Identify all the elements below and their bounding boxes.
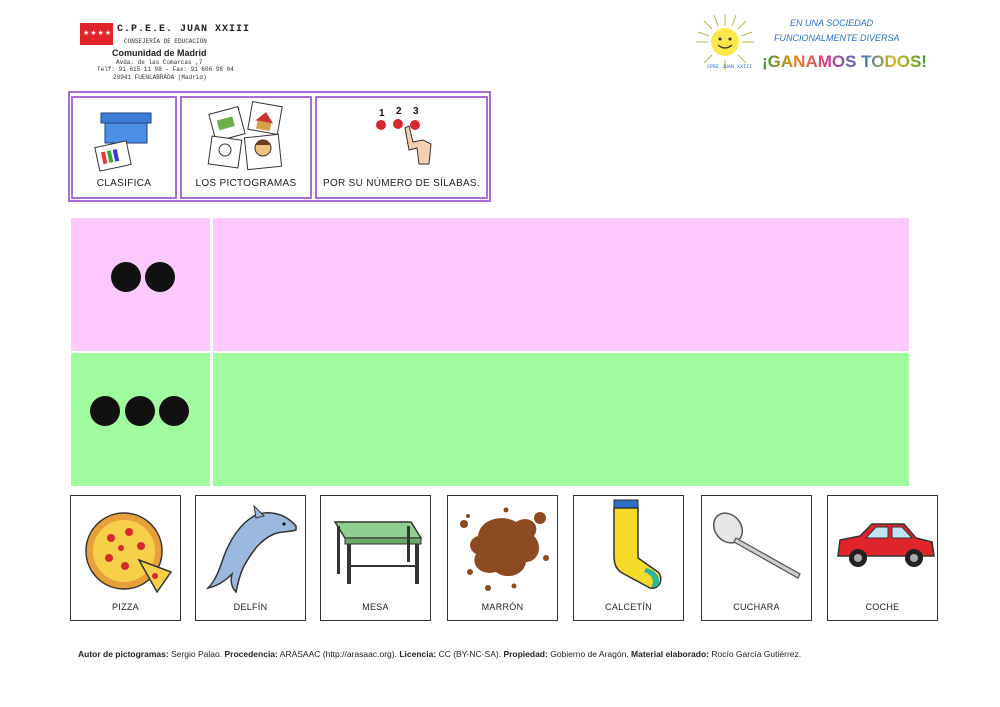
table-icon	[321, 496, 432, 596]
card-coche[interactable]	[827, 495, 938, 621]
slogan-line-2: FUNCIONALMENTE DIVERSA	[774, 33, 900, 43]
syllable-dot	[125, 396, 155, 426]
card-label: CUCHARA	[733, 602, 780, 612]
sock-icon	[574, 496, 685, 596]
slogan-main: ¡GANAMOS TODOS!	[762, 52, 927, 71]
spoon-icon	[702, 496, 813, 596]
footer-value: CC (BY-NC-SA).	[438, 649, 502, 659]
two-syllable-row	[71, 218, 909, 351]
footer-label: Material elaborado:	[631, 649, 709, 659]
card-marron[interactable]	[447, 495, 558, 621]
finger-number: 1	[379, 108, 385, 119]
comunidad-text: Comunidad de Madrid	[112, 48, 207, 58]
syllable-dot	[159, 396, 189, 426]
three-syllable-row	[71, 353, 909, 486]
card-mesa[interactable]	[320, 495, 431, 621]
credits-footer	[78, 649, 801, 659]
pictograms-icon	[182, 98, 314, 178]
slogan-line-1: EN UNA SOCIEDAD	[790, 18, 874, 28]
card-label: MESA	[362, 602, 389, 612]
box-classify-icon	[73, 98, 179, 178]
footer-value: Sergio Palao.	[171, 649, 223, 659]
footer-label: Procedencia:	[224, 649, 278, 659]
sun-caption: CPEE JUAN XXIII	[707, 64, 753, 70]
car-icon	[828, 496, 939, 596]
syllable-dot	[111, 262, 141, 292]
instruction-label: POR SU NÚMERO DE SÍLABAS.	[323, 178, 480, 189]
card-label: PIZZA	[111, 602, 139, 612]
two-syllable-drop-zone[interactable]	[213, 218, 909, 351]
madrid-flag-logo: ★★★★	[80, 23, 113, 45]
card-pizza[interactable]	[70, 495, 181, 621]
pizza-icon	[71, 496, 182, 596]
card-label: CALCETÍN	[605, 602, 652, 612]
footer-value: Gobierno de Aragón.	[550, 649, 629, 659]
instruction-label: CLASIFICA	[96, 178, 152, 189]
finger-counting-icon	[317, 98, 490, 178]
school-name: C.P.E.E. JUAN XXIII	[117, 24, 251, 35]
consejeria-text: CONSEJERÍA DE EDUCACIÓN	[124, 38, 207, 45]
card-calcetin[interactable]	[573, 495, 684, 621]
instruction-panel	[68, 91, 491, 202]
card-label: MARRÓN	[481, 602, 524, 612]
instruction-card-classify	[71, 96, 177, 199]
address-line-1: Avda. de las Comarcas ,7	[116, 59, 203, 66]
footer-label: Licencia:	[399, 649, 437, 659]
finger-number: 2	[396, 106, 402, 117]
three-syllable-drop-zone[interactable]	[213, 353, 909, 486]
syllable-dot	[145, 262, 175, 292]
instruction-card-syllables	[315, 96, 488, 199]
dolphin-icon	[196, 496, 307, 596]
footer-label: Autor de pictogramas:	[78, 649, 169, 659]
footer-value: Rocío García Gutiérrez.	[711, 649, 802, 659]
card-label: COCHE	[865, 602, 900, 612]
card-label: DELFÍN	[233, 602, 268, 612]
finger-number: 3	[413, 106, 419, 117]
brown-stain-icon	[448, 496, 559, 596]
footer-value: ARASAAC (http://arasaac.org).	[279, 649, 397, 659]
address-line-3: 28941 FUENLABRADA (Madrid)	[113, 74, 207, 81]
card-delfin[interactable]	[195, 495, 306, 621]
instruction-card-pictograms	[180, 96, 312, 199]
instruction-label: LOS PICTOGRAMAS	[195, 178, 297, 189]
syllable-dot	[90, 396, 120, 426]
card-cuchara[interactable]	[701, 495, 812, 621]
footer-label: Propiedad:	[503, 649, 548, 659]
address-line-2: Telf: 91 615 11 98 - Fax: 91 606 98 04	[97, 66, 234, 73]
